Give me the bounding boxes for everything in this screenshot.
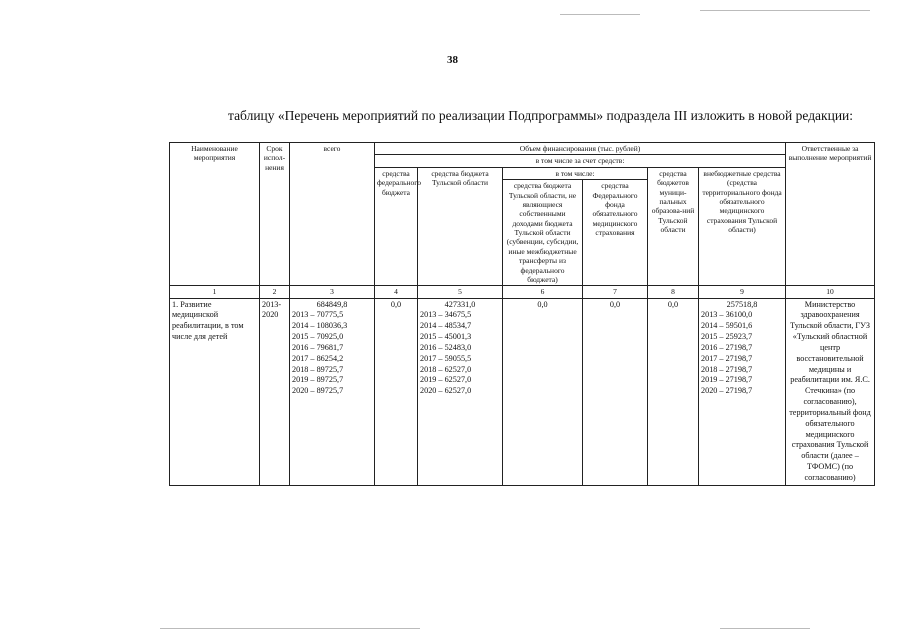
header-volume: Объем финансирования (тыс. рублей): [375, 143, 786, 155]
activities-table: [169, 142, 875, 486]
column-number: 3: [290, 286, 375, 298]
activity-name: 1. Развитие медицинской реабилитации, в том числе для детей: [170, 298, 260, 485]
scan-mark: [720, 628, 810, 629]
column-number: 10: [786, 286, 875, 298]
sub-b-value: 0,0: [583, 298, 648, 485]
sub-a-value: 0,0: [503, 298, 583, 485]
total-year-value: 2016 – 79681,7: [292, 342, 344, 352]
extrabudget-year-value: 2017 – 27198,7: [701, 353, 753, 363]
column-number: 1: [170, 286, 260, 298]
total-year-value: 2020 – 89725,7: [292, 386, 344, 396]
extrabudget-list: [701, 300, 783, 397]
extrabudget-year-value: 2013 – 36100,0: [701, 310, 753, 320]
activity-term: 2013-2020: [260, 298, 290, 485]
column-number: 2: [260, 286, 290, 298]
total-cell: [290, 298, 375, 485]
column-number: 7: [583, 286, 648, 298]
responsible-text: Министерство здравоохранения Тульской области, ГУЗ «Тульский областной центр восстановительной медицины и реабилитации им. Я.С. Стечкина» (по согласованию), территориальный фонд обязательного медицинского страхования Тульской области (далее – ТФОМС) (по согласованию): [786, 298, 875, 485]
header-municipal: средства бюджетов муници-пальных образова-ний Тульской области: [648, 167, 699, 286]
extrabudget-year-value: 2014 – 59501,6: [701, 321, 753, 331]
regional-cell: [418, 298, 503, 485]
regional-year-value: 2015 – 45001,3: [420, 332, 472, 342]
federal-value: 0,0: [375, 298, 418, 485]
scan-mark: [700, 10, 870, 11]
column-number: 5: [418, 286, 503, 298]
total-year-value: 2014 – 108036,3: [292, 321, 348, 331]
header-term: Срок испол-нения: [260, 143, 290, 286]
scan-mark: [160, 628, 420, 629]
header-regional: средства бюджета Тульской области: [418, 167, 503, 286]
header-total: всего: [290, 143, 375, 286]
scan-mark: [560, 14, 640, 15]
total-year-value: 2018 – 89725,7: [292, 364, 344, 374]
regional-value: 427331,0: [444, 299, 476, 309]
regional-year-value: 2014 – 48534,7: [420, 321, 472, 331]
extrabudget-cell: [699, 298, 786, 485]
total-year-value: 2017 – 86254,2: [292, 353, 344, 363]
header-extrabudget: внебюджетные средства (средства территориального фонда обязательного медицинского страхования Тульской области): [699, 167, 786, 286]
extrabudget-year-value: 2018 – 27198,7: [701, 364, 753, 374]
extrabudget-year-value: 2016 – 27198,7: [701, 342, 753, 352]
total-year-value: 2013 – 70775,5: [292, 310, 344, 320]
extrabudget-year-value: 2019 – 27198,7: [701, 375, 753, 385]
column-number-row: [170, 286, 875, 298]
column-number: 8: [648, 286, 699, 298]
municipal-value: 0,0: [648, 298, 699, 485]
regional-year-value: 2019 – 62527,0: [420, 375, 472, 385]
extrabudget-value: 257518,8: [726, 299, 758, 309]
header-including: в том числе за счет средств:: [375, 155, 786, 167]
regional-list: [420, 300, 500, 397]
total-value: 684849,8: [316, 299, 348, 309]
regional-year-value: 2017 – 59055,5: [420, 353, 472, 363]
column-number: 9: [699, 286, 786, 298]
total-year-value: 2015 – 70925,0: [292, 332, 344, 342]
header-sub-a: средства бюджета Тульской области, не являющиеся собственными доходами бюджета Тульской области (субвенции, субсидии, иные межбюджетные трансферты из федерального бюджета): [503, 180, 583, 286]
header-responsible: Ответственные за выполнение мероприятий: [786, 143, 875, 286]
header-of-which: в том числе:: [503, 167, 648, 179]
column-number: 4: [375, 286, 418, 298]
total-year-value: 2019 – 89725,7: [292, 375, 344, 385]
regional-year-value: 2016 – 52483,0: [420, 342, 472, 352]
page-heading: таблицу «Перечень мероприятий по реализации Подпрограммы» подраздела III изложить в новой редакции:: [228, 108, 854, 123]
column-number: 6: [503, 286, 583, 298]
page-number: 38: [447, 54, 458, 66]
regional-year-value: 2020 – 62527,0: [420, 386, 472, 396]
header-federal: средства федерального бюджета: [375, 167, 418, 286]
extrabudget-year-value: 2020 – 27198,7: [701, 386, 753, 396]
total-list: [292, 300, 372, 397]
table-row: [170, 298, 875, 485]
regional-year-value: 2013 – 34675,5: [420, 310, 472, 320]
header-sub-b: средства Федерального фонда обязательного медицинского страхования: [583, 180, 648, 286]
regional-year-value: 2018 – 62527,0: [420, 364, 472, 374]
header-name: Наименование мероприятия: [170, 143, 260, 286]
extrabudget-year-value: 2015 – 25923,7: [701, 332, 753, 342]
